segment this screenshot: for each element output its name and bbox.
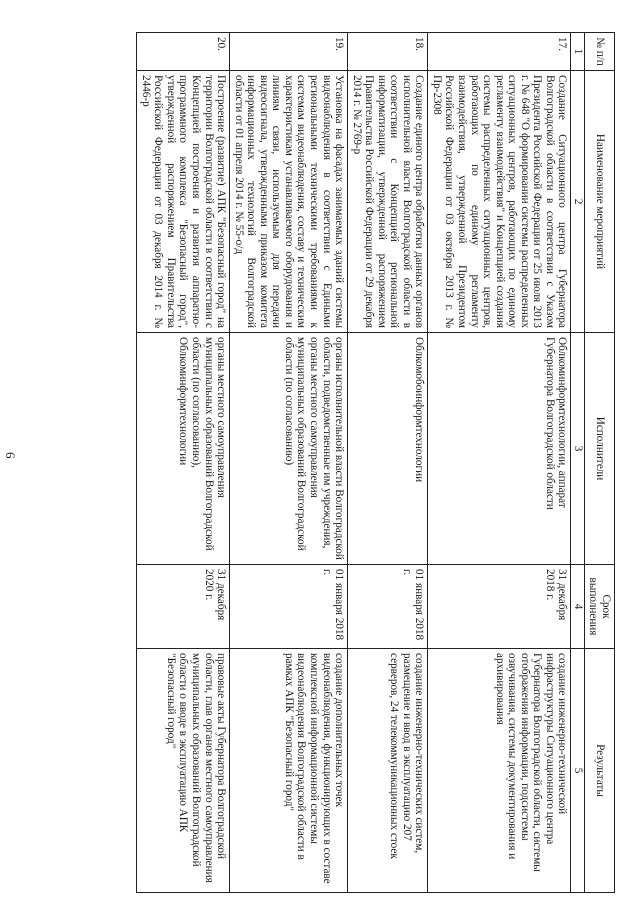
row-measure: Установка на фасадах занимаемых зданий системы видеонаблюдения в соответствии с Едиными региональными техническими требованиями к системам видеонаблюдения, составу и техническим характеристикам устанавливаемого оборудования и линиям связи, используемым для передачи видеосигнала, утвержденными приказом комитета информационных технологий Волгоградской области от 01 апреля 2014 г. № 55-о/д: [230, 71, 348, 333]
table-row: [137, 33, 230, 893]
table-row: [230, 33, 348, 893]
row-deadline: 01 января 2018 г.: [348, 565, 428, 649]
table-row: [348, 33, 428, 893]
row-deadline: 31 декабря 2018 г.: [428, 565, 571, 649]
row-deadline: 31 декабря 2020 г.: [137, 565, 230, 649]
row-result: создание инженерно-технических систем, размещение и ввод в эксплуатацию 207 серверов, 24 телекоммуникационных стоек: [348, 649, 428, 893]
column-number-row: [571, 33, 585, 893]
row-measure: Построение (развитие) АПК "Безопасный город" на территории Волгоградской области в соответствии с Концепцией построения и развития аппаратно-программного комплекса "Безопасный город", утвержденной распоряжением Правительства Российской Федерации от 03 декабря 2014 г. № 2446-р: [137, 71, 230, 333]
column-number: 5: [571, 649, 585, 893]
header-deadline: Срок выполнения: [584, 565, 614, 649]
column-number: 2: [571, 71, 585, 333]
header-executors: Исполнители: [584, 333, 614, 565]
row-executors: органы исполнительной власти Волгоградской области, подведомственные им учреждения, органы местного самоуправления муниципальных образований Волгоградской области (по согласованию): [230, 333, 348, 565]
row-executors: Облкоминформтехнологии, аппарат Губернатора Волгоградской области: [428, 333, 571, 565]
rotated-page: [136, 32, 615, 892]
row-executors: Облкомобоинформтехнологии: [348, 333, 428, 565]
row-number: 20.: [137, 33, 230, 71]
row-measure: Создание Ситуационного центра Губернатора Волгоградской области в соответствии с Указом Президента Российской Федерации от 25 июля 2013 г. № 648 "О формировании системы распределенных ситуационных центров, работающих по единому регламенту взаимодействия" и Концепцией создания системы распределенных ситуационных центров, работающих по единому регламенту взаимодействия, утвержденной Президентом Российской Федерации от 03 октября 2013 г. № Пр-2308: [428, 71, 571, 333]
header-name: Наименование мероприятий: [584, 71, 614, 333]
page-number: 6: [3, 452, 18, 459]
row-number: 17.: [428, 33, 571, 71]
column-number: 4: [571, 565, 585, 649]
row-executors: органы местного самоуправления муниципальных образований Волгоградской области (по согласованию), Облкоминформтехнологии: [137, 333, 230, 565]
column-number: 1: [571, 33, 585, 71]
row-number: 18.: [348, 33, 428, 71]
header-num: № п/п: [584, 33, 614, 71]
measures-table: [136, 32, 615, 893]
row-result: создание дополнительных точек видеонаблюдения, функционирующих в составе комплексной информационной системы видеонаблюдения Волгоградской области в рамках АПК "Безопасный город": [230, 649, 348, 893]
header-results: Результаты: [584, 649, 614, 893]
table-row: [428, 33, 571, 893]
column-number: 3: [571, 333, 585, 565]
row-result: правовые акты Губернатора Волгоградской области, глав органов местного самоуправления муниципальных образований Волгоградской области о вводе в эксплуатацию АПК "Безопасный город": [137, 649, 230, 893]
table-header-row: [584, 33, 614, 893]
row-result: создание инженерно-технической инфраструктуры Ситуационного центра Губернатора Волгоградской области, системы отображения информации, подсистемы озвучивания, системы документирования и архивирования: [428, 649, 571, 893]
row-number: 19.: [230, 33, 348, 71]
row-deadline: 01 января 2018 г.: [230, 565, 348, 649]
row-measure: Создание единого центра обработки данных органов исполнительной власти Волгоградской области в соответствии с Концепцией региональной информатизации, утвержденной распоряжением Правительства Российской Федерации от 29 декабря 2014 г. № 2769-р: [348, 71, 428, 333]
